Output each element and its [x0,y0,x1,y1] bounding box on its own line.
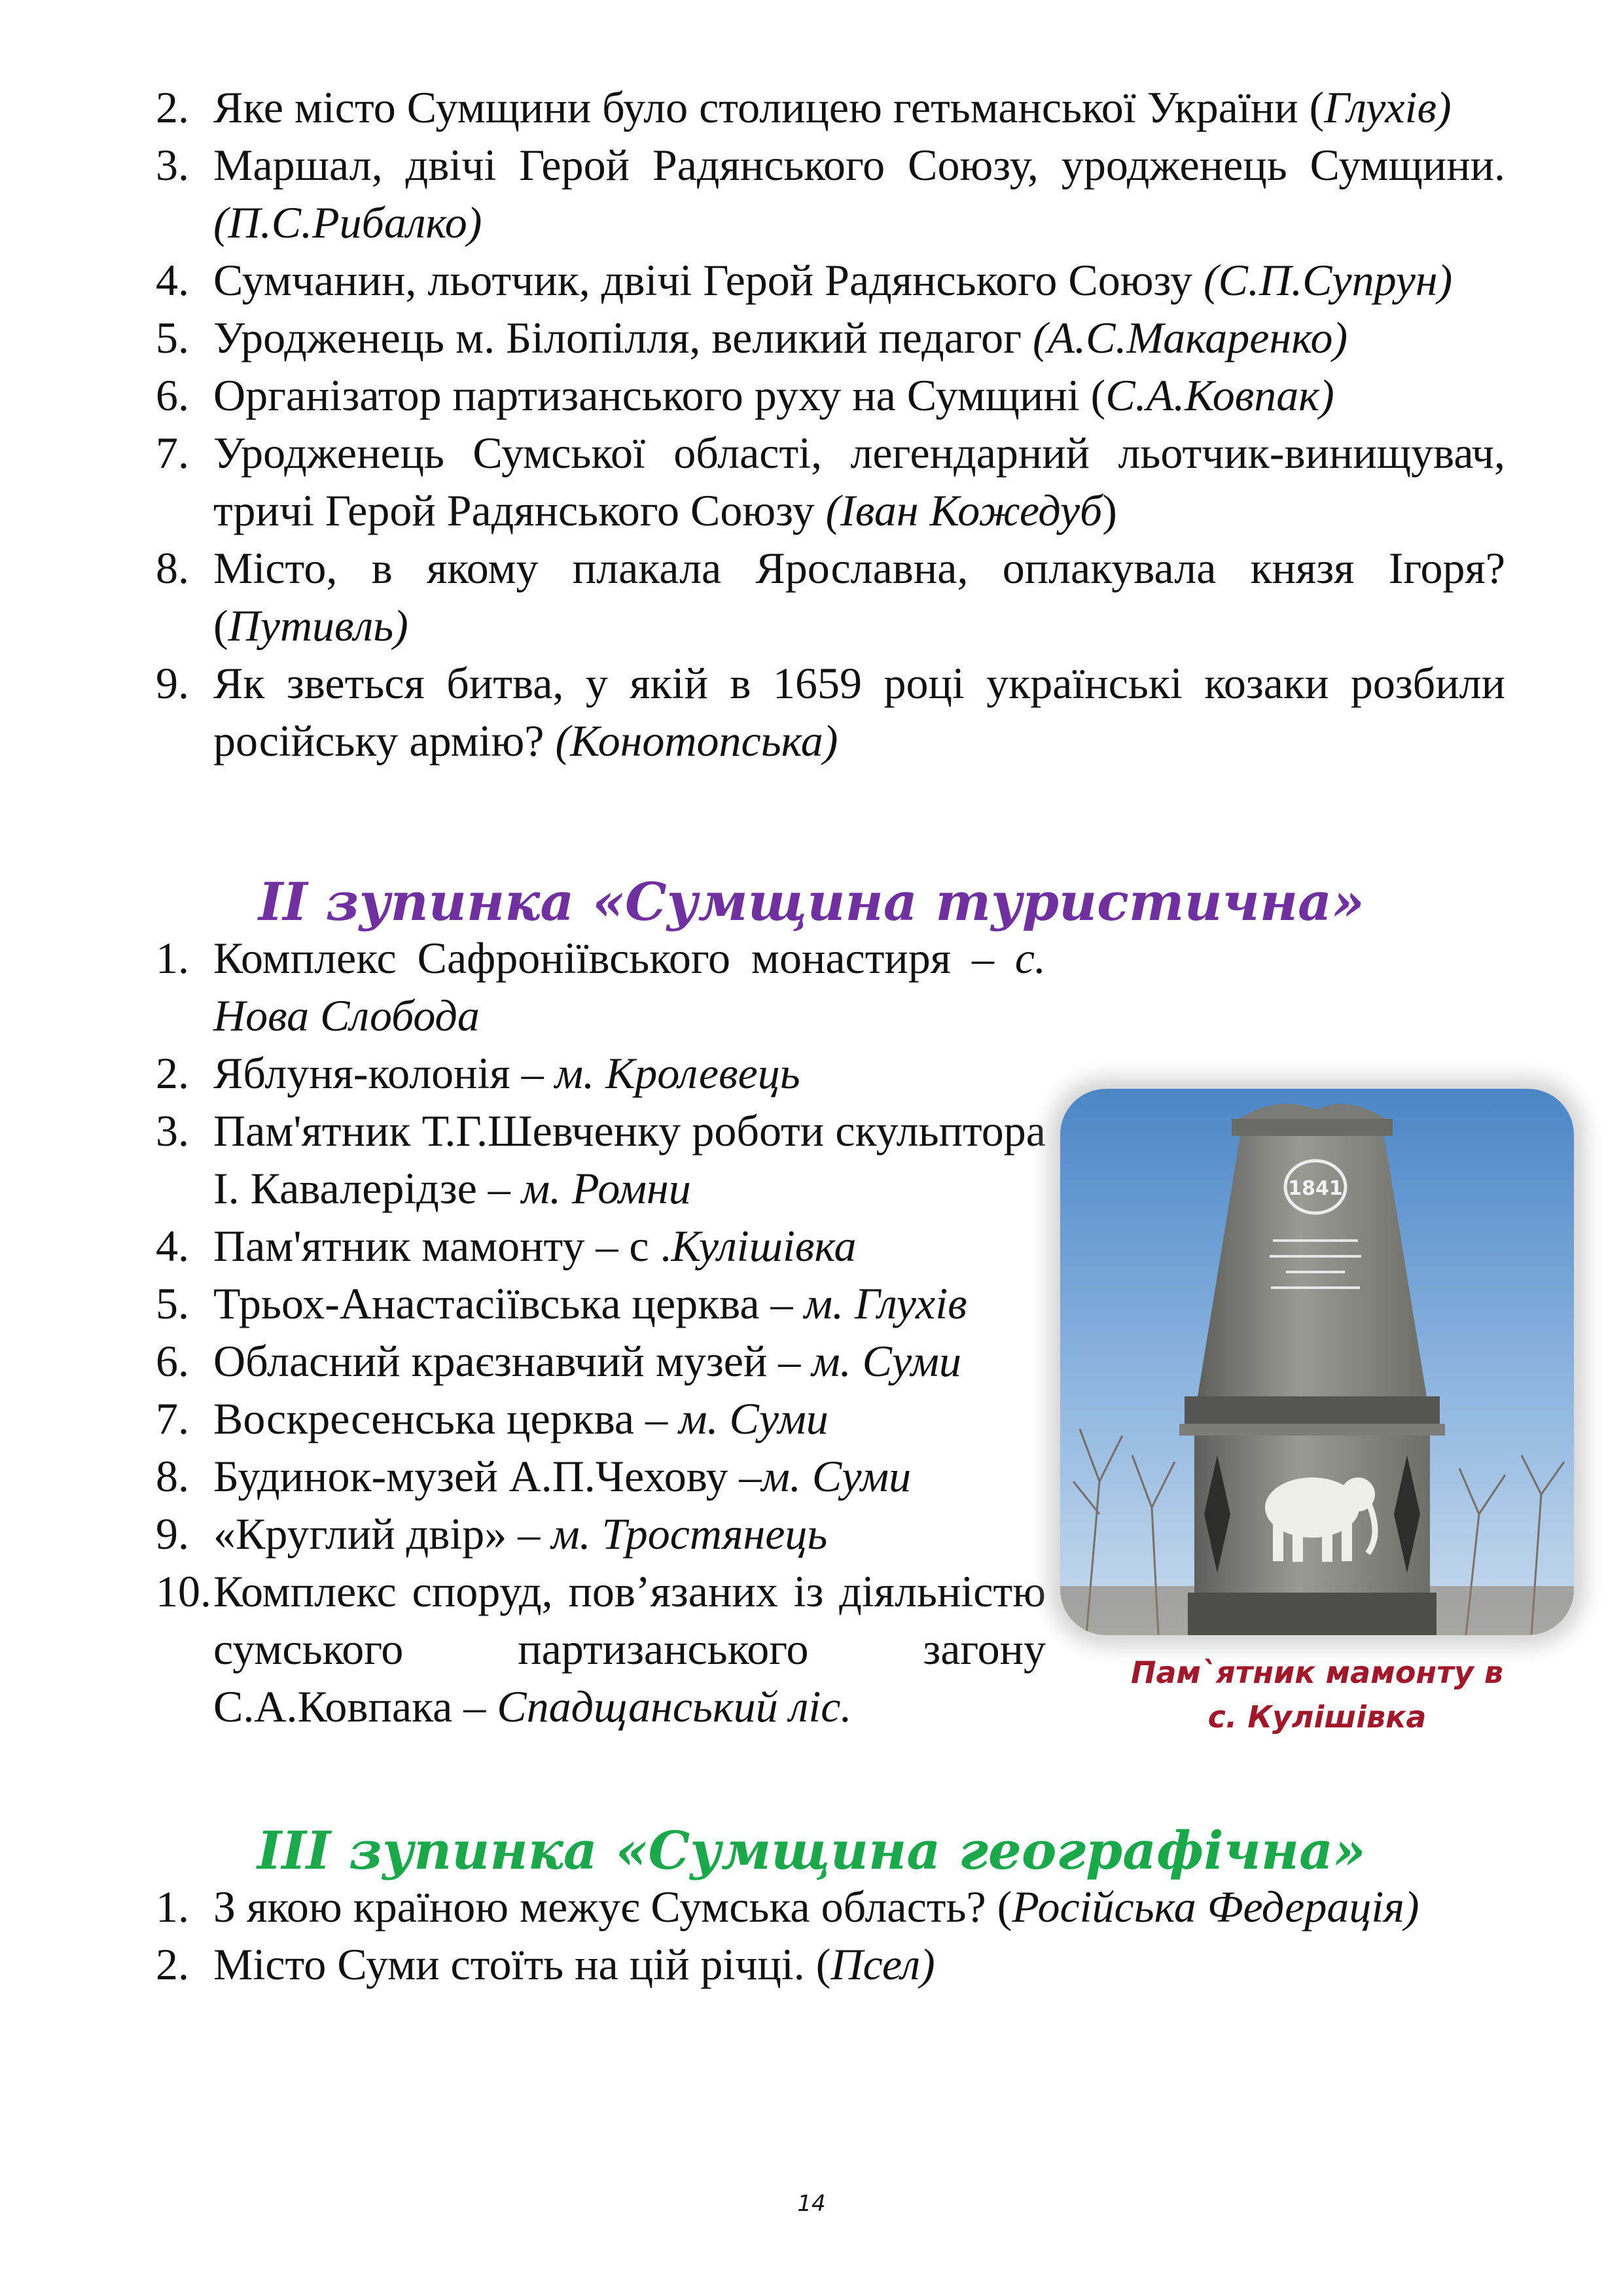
item-text: Воскресенська церква – [213,1394,679,1443]
item-text: Пам'ятник Т.Г.Шевченку роботи скульптора І. Кавалерідзе – [213,1106,1046,1213]
list-item [156,1563,1046,1735]
item-answer: м. Ромни [521,1163,691,1213]
item-number: 2. [156,82,189,132]
item-tail: ) [1102,486,1117,535]
item-text: Обласний краєзнавчий музей – [213,1336,812,1386]
item-answer: м. Тростянець [551,1509,828,1559]
item-number: 7. [156,1394,189,1443]
item-number: 1. [156,933,189,983]
item-number: 9. [156,658,189,708]
item-number: 9. [156,1509,189,1559]
item-text: З якою країною межує Сумська область? ( [213,1882,1012,1932]
photo-caption-line1: Пам`ятник мамонту в [1131,1655,1503,1690]
item-text: «Круглий двір» – [213,1509,552,1559]
item-text: Організатор партизанського руху на Сумщині ( [213,370,1106,420]
page-number: 14 [797,2191,826,2217]
item-answer: Спадщанський ліс. [497,1682,852,1731]
item-text: Яблуня-колонія – [213,1048,555,1098]
item-text: Як зветься битва, у якій в 1659 році українські козаки розбили російську армію? [213,658,1505,766]
list-item [156,1878,1505,1935]
list-item [156,1332,1046,1390]
list-item [156,1275,1046,1332]
item-text: Уродженець Сумської області, легендарний льотчик-винищувач, тричі Герой Радянського Союзу [213,428,1505,535]
list-item [156,1447,1046,1505]
item-answer: м. Суми [679,1394,829,1443]
item-text: Місто Суми стоїть на цій річці. ( [213,1939,831,1989]
list-item [156,929,1046,1044]
item-answer: м. Суми [761,1451,912,1501]
list-item [156,1217,1046,1275]
item-text: Уродженець м. Білопілля, великий педагог [213,313,1033,362]
plaque-year: 1841 [1288,1177,1343,1200]
item-answer: Глухів) [1324,82,1452,132]
item-text: Маршал, двічі Герой Радянського Союзу, уродженець Сумщини. [213,140,1505,190]
item-number: 8. [156,1451,189,1501]
list-item [156,539,1505,654]
item-answer: (С.П.Супрун) [1203,255,1453,305]
list-item [156,136,1505,251]
section-heading-geography: ІІІ зупинка «Сумщина географічна» [257,1820,1366,1881]
list-item [156,1390,1046,1447]
item-number: 4. [156,1221,189,1271]
list-item [156,251,1505,309]
item-answer: С.А.Ковпак) [1105,370,1334,420]
list-item [156,1505,1046,1563]
item-number: 6. [156,370,189,420]
list-item [156,654,1505,769]
item-number: 3. [156,140,189,190]
item-number: 8. [156,543,189,593]
item-text: Трьох-Анастасіївська церква – [213,1279,804,1328]
item-answer: м. Кролевець [554,1048,800,1098]
list-item [156,1102,1046,1217]
question-list-geography [156,1878,1505,1993]
item-answer: Псел) [830,1939,935,1989]
item-answer: м. Суми [812,1336,961,1386]
item-text: Яке місто Сумщини було столицею гетьманської України ( [213,82,1325,132]
item-number: 5. [156,313,189,362]
list-item [156,309,1505,366]
item-answer: Російська Федерація) [1012,1882,1419,1932]
item-text: Будинок-музей А.П.Чехову – [213,1451,762,1501]
list-item [156,1044,1046,1102]
list-item [156,366,1505,424]
item-number: 1. [156,1882,189,1932]
photo-caption-line2: с. Кулішівка [1207,1699,1427,1735]
mammoth-monument-illustration [1060,1089,1574,1635]
list-item [156,1935,1505,1993]
item-answer: Кулішівка [671,1221,857,1271]
item-text: Місто, в якому плакала Ярославна, оплакувала князя Ігоря? ( [213,543,1505,650]
tourism-sites-list [156,929,1046,1735]
list-item [156,79,1505,136]
item-number: 2. [156,1939,189,1989]
item-number: 2. [156,1048,189,1098]
item-number: 4. [156,255,189,305]
photo-caption [1060,1650,1574,1739]
item-answer: м. Глухів [804,1279,967,1328]
section-heading-tourism: ІІ зупинка «Сумщина туристична» [258,871,1365,932]
list-item [156,424,1505,539]
item-answer: Путивль) [228,601,408,650]
item-number: 7. [156,428,189,478]
item-number: 6. [156,1336,189,1386]
item-text: Сумчанин, льотчик, двічі Герой Радянського Союзу [213,255,1204,305]
item-answer: (Іван Кожедуб [825,486,1103,535]
item-number: 5. [156,1279,189,1328]
item-answer: (Конотопська) [555,716,838,766]
item-text: Пам'ятник мамонту – с . [213,1221,671,1271]
question-list-history [156,79,1505,769]
item-text: Комплекс Сафроніївського монастиря – [213,933,1015,983]
item-number: 10. [156,1566,211,1616]
item-text: Комплекс споруд, пов’язаних із діяльністю сумського партизанського загону С.А.Ковпака – [213,1566,1046,1731]
item-answer: (А.С.Макаренко) [1032,313,1348,362]
mammoth-monument-photo [1060,1089,1574,1635]
item-answer: (П.С.Рибалко) [213,198,482,247]
item-number: 3. [156,1106,189,1156]
item-answer: с. Нова Слобода [213,933,1046,1040]
